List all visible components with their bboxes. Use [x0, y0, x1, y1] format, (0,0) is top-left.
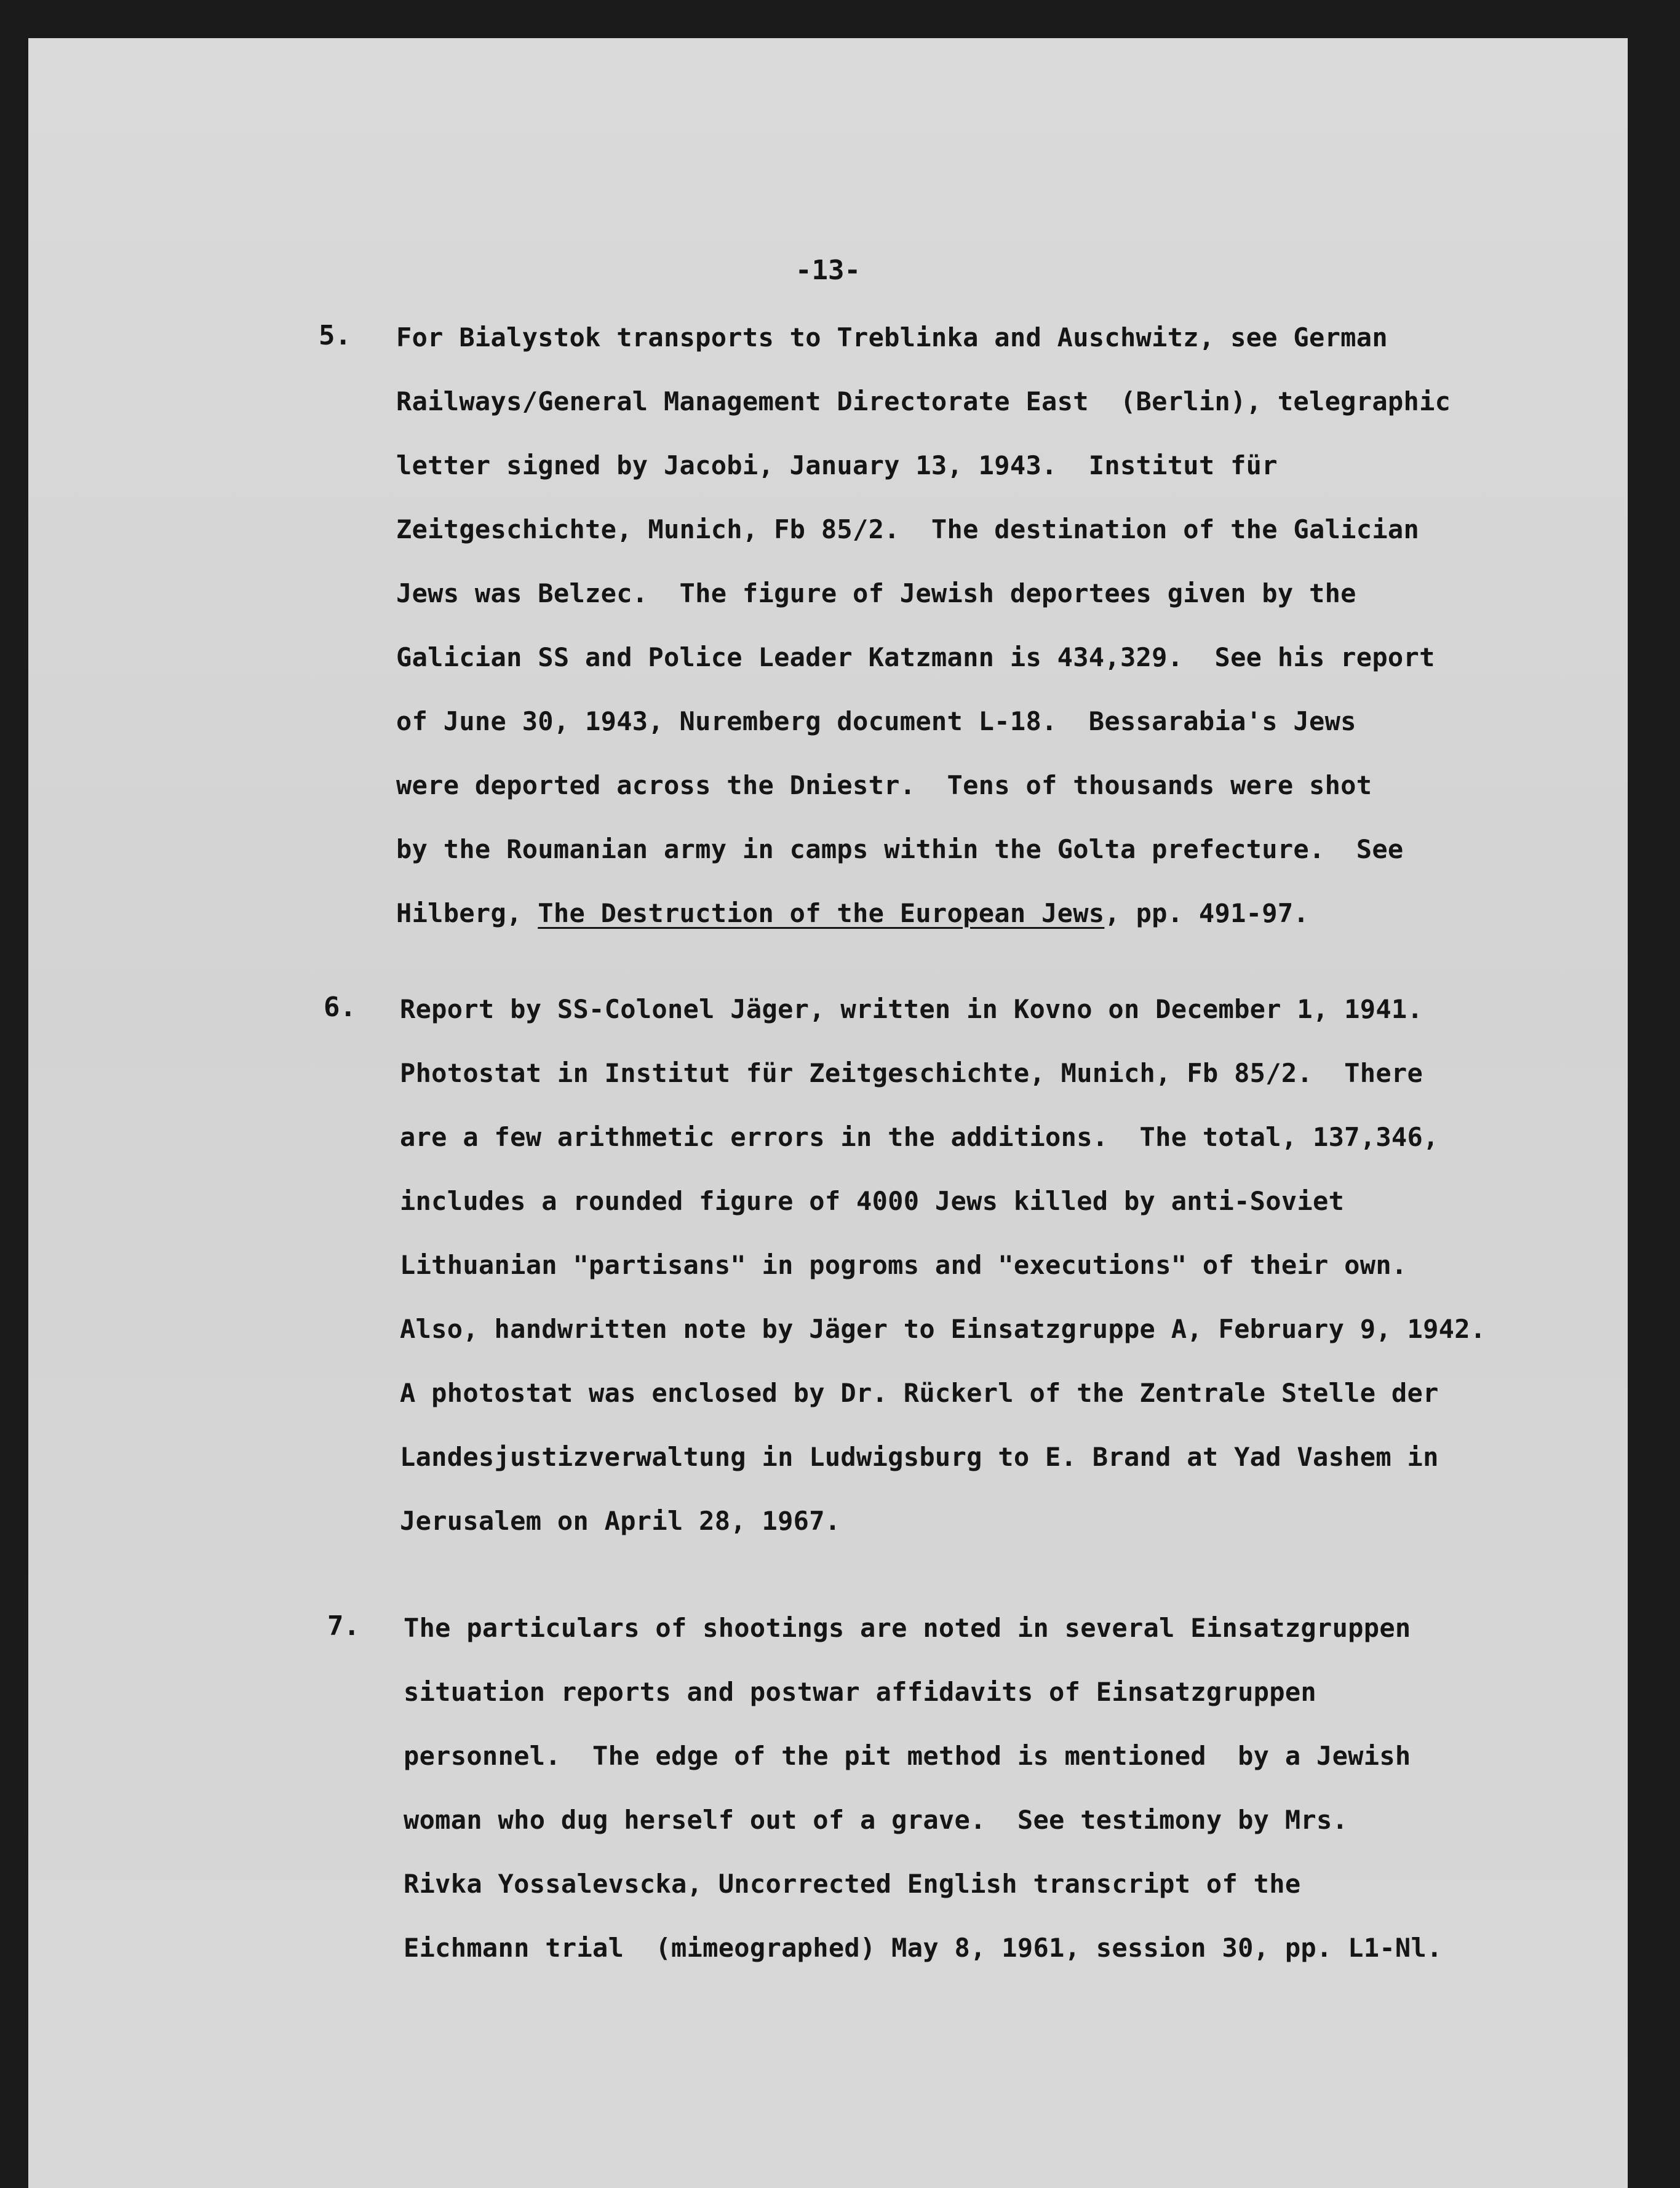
footnote-number: 5. [319, 320, 351, 351]
footnote-line-citation [396, 898, 1309, 928]
footnote-line: woman who dug herself out of a grave. See testimony by Mrs. [404, 1805, 1348, 1835]
footnote-line: Also, handwritten note by Jäger to Einsatzgruppe A, February 9, 1942. [400, 1314, 1486, 1344]
footnote-line: personnel. The edge of the pit method is mentioned by a Jewish [404, 1741, 1411, 1771]
footnote-line: by the Roumanian army in camps within the Golta prefecture. See [396, 834, 1404, 864]
footnote-line: includes a rounded figure of 4000 Jews killed by anti-Soviet [400, 1186, 1345, 1216]
footnote-line: Rivka Yossalevscka, Uncorrected English transcript of the [404, 1869, 1301, 1899]
footnote-line: of June 30, 1943, Nuremberg document L-18. Bessarabia's Jews [396, 706, 1356, 736]
footnote-line: For Bialystok transports to Treblinka and Auschwitz, see German [396, 322, 1388, 352]
page-number: -13- [795, 255, 861, 286]
book-title: The Destruction of the European Jews [538, 898, 1105, 928]
footnote-line: Galician SS and Police Leader Katzmann is 434,329. See his report [396, 642, 1435, 672]
footnote-line: Jerusalem on April 28, 1967. [400, 1506, 841, 1536]
footnote-line: letter signed by Jacobi, January 13, 1943. Institut für [396, 450, 1278, 480]
footnote-line: A photostat was enclosed by Dr. Rückerl of the Zentrale Stelle der [400, 1378, 1439, 1408]
footnote-line: are a few arithmetic errors in the additions. The total, 137,346, [400, 1122, 1439, 1152]
footnote-line: were deported across the Dniestr. Tens of thousands were shot [396, 770, 1372, 800]
citation-pages: , pp. 491-97. [1104, 898, 1310, 928]
document-page [28, 38, 1628, 2188]
footnote-number: 7. [327, 1610, 360, 1642]
footnote-line: Railways/General Management Directorate East (Berlin), telegraphic [396, 386, 1451, 416]
footnote-line: The particulars of shootings are noted in several Einsatzgruppen [404, 1613, 1411, 1643]
footnote-line: Zeitgeschichte, Munich, Fb 85/2. The destination of the Galician [396, 514, 1420, 544]
footnote-line: Eichmann trial (mimeographed) May 8, 1961, session 30, pp. L1-Nl. [404, 1933, 1443, 1963]
footnote-line: situation reports and postwar affidavits of Einsatzgruppen [404, 1677, 1316, 1707]
footnote-number: 6. [324, 992, 356, 1023]
citation-prefix: Hilberg, [396, 898, 538, 928]
footnote-line: Report by SS-Colonel Jäger, written in Kovno on December 1, 1941. [400, 994, 1423, 1024]
footnote-line: Landesjustizverwaltung in Ludwigsburg to E. Brand at Yad Vashem in [400, 1442, 1439, 1472]
footnote-line: Lithuanian "partisans" in pogroms and "executions" of their own. [400, 1250, 1407, 1280]
footnote-line: Photostat in Institut für Zeitgeschichte, Munich, Fb 85/2. There [400, 1058, 1423, 1088]
footnote-line: Jews was Belzec. The figure of Jewish deportees given by the [396, 578, 1356, 608]
